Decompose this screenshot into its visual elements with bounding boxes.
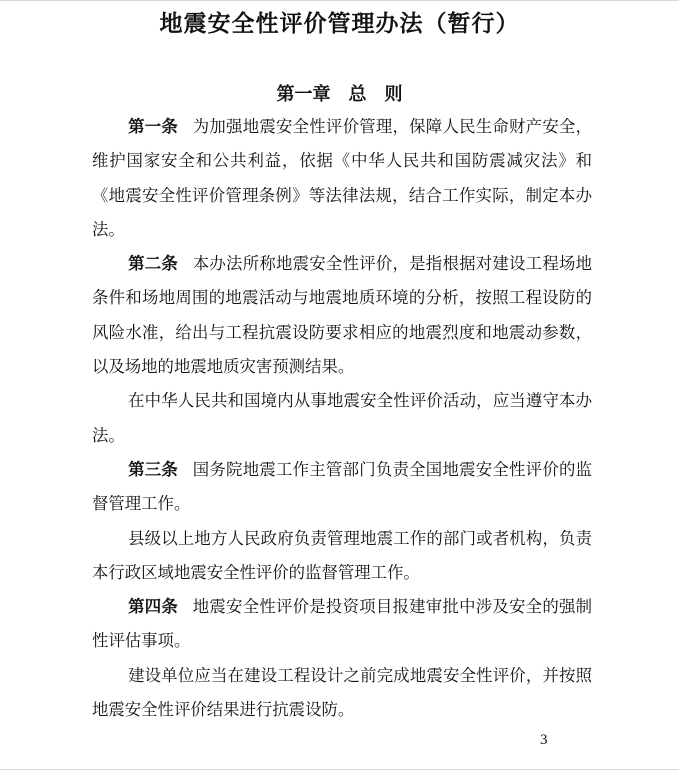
article-number: 第一条 xyxy=(128,117,179,136)
paragraph-text: 建设单位应当在建设工程设计之前完成地震安全性评价，并按照地震安全性评价结果进行抗震设防。 xyxy=(92,665,592,720)
paragraph-article-2 xyxy=(92,247,592,384)
paragraph-article-1 xyxy=(92,110,592,247)
article-number: 第三条 xyxy=(128,459,179,479)
paragraph-article-3-cont xyxy=(92,522,592,591)
paragraph-article-3 xyxy=(92,453,592,522)
article-number: 第二条 xyxy=(128,254,179,274)
paragraph-text: 国务院地震工作主管部门负责全国地震安全性评价的监督管理工作。 xyxy=(92,459,592,514)
top-border xyxy=(0,0,679,1)
paragraph-article-4-cont xyxy=(92,659,592,728)
bottom-border xyxy=(0,769,679,770)
paragraph-article-2-cont xyxy=(92,384,592,453)
chapter-heading: 第一章 总 则 xyxy=(276,84,403,105)
paragraph-text: 地震安全性评价是投资项目报建审批中涉及安全的强制性评估事项。 xyxy=(92,597,592,651)
document-body xyxy=(92,110,592,727)
paragraph-text: 本办法所称地震安全性评价，是指根据对建设工程场地条件和场地周围的地震活动与地震地质环境的分析，按照工程设防的风险水准，给出与工程抗震设防要求相应的地震烈度和地震动参数，以及场地的地震地质灾害预测结果。 xyxy=(92,254,592,377)
article-number: 第四条 xyxy=(128,597,179,617)
paragraph-text: 为加强地震安全性评价管理，保障人民生命财产安全，维护国家安全和公共利益，依据《中华人民共和国防震减灾法》和《地震安全性评价管理条例》等法律法规，结合工作实际，制定本办法。 xyxy=(92,117,592,239)
paragraph-text: 县级以上地方人民政府负责管理地震工作的部门或者机构，负责本行政区域地震安全性评价的监督管理工作。 xyxy=(92,528,592,582)
page-number: 3 xyxy=(540,732,548,748)
paragraph-article-4 xyxy=(92,590,592,659)
document-title: 地震安全性评价管理办法（暂行） xyxy=(159,11,520,37)
paragraph-text: 在中华人民共和国境内从事地震安全性评价活动，应当遵守本办法。 xyxy=(92,391,592,445)
